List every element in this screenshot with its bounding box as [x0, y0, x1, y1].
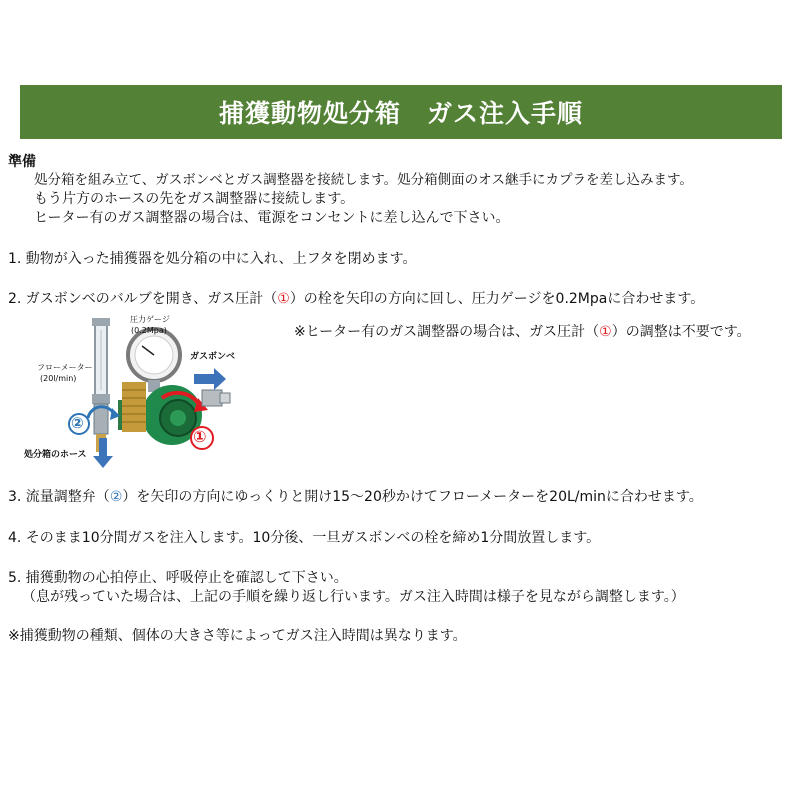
step-4: 4. そのまま10分間ガスを注入します。10分後、一旦ガスボンベの栓を締め1分間放置します。: [8, 530, 601, 546]
step-1: 1. 動物が入った捕獲器を処分箱の中に入れ、上フタを閉めます。: [8, 251, 417, 267]
regulator-figure: [22, 310, 272, 480]
step-3: [8, 488, 703, 506]
step-5-line-2: （息が残っていた場合は、上記の手順を繰り返し行います。ガス注入時間は様子を見ながら調整します。）: [22, 589, 685, 605]
mark-2-inline: ②: [109, 489, 123, 505]
flow-meter-label: フローメーター: [37, 363, 93, 372]
step-2-note: [294, 323, 751, 341]
pressure-gauge-value: (0.2Mpa): [131, 326, 167, 335]
gas-cylinder-label: ガスボンベ: [190, 352, 236, 362]
step-3-text-a: 3. 流量調整弁（: [8, 489, 110, 505]
note-text-a: ※ヒーター有のガス調整器の場合は、ガス圧計（: [294, 324, 600, 340]
flow-meter-value: (20l/min): [40, 374, 77, 383]
pressure-gauge-label: 圧力ゲージ: [130, 315, 170, 324]
prep-line-3: ヒーター有のガス調整器の場合は、電源をコンセントに差し込んで下さい。: [34, 210, 510, 226]
mark-1-inline: ①: [277, 291, 290, 307]
mark-1-note: ①: [599, 324, 612, 340]
prep-line-1: 処分箱を組み立て、ガスボンベとガス調整器を接続します。処分箱側面のオス継手にカプラを差し込みます。: [34, 172, 693, 188]
step-5-line-1: 5. 捕獲動物の心拍停止、呼吸停止を確認して下さい。: [8, 570, 348, 586]
note-text-b: ）の調整は不要です。: [611, 324, 751, 340]
step-2: [8, 290, 704, 308]
page-title: 捕獲動物処分箱 ガス注入手順: [20, 85, 782, 139]
mark-2-figure: ②: [71, 414, 84, 432]
step-3-text-b: ）を矢印の方向にゆっくりと開け15～20秒かけてフローメーターを20L/minに合わせます。: [122, 489, 703, 505]
prep-heading: 準備: [8, 154, 36, 170]
mark-1-figure: ①: [193, 427, 207, 446]
footnote: ※捕獲動物の種類、個体の大きさ等によってガス注入時間は異なります。: [8, 628, 467, 644]
prep-line-2: もう片方のホースの先をガス調整器に接続します。: [34, 191, 355, 207]
hose-label: 処分箱のホース: [24, 450, 87, 460]
step-2-text-b: ）の栓を矢印の方向に回し、圧力ゲージを0.2Mpaに合わせます。: [289, 291, 705, 307]
step-2-text-a: 2. ガスボンベのバルブを開き、ガス圧計（: [8, 291, 278, 307]
